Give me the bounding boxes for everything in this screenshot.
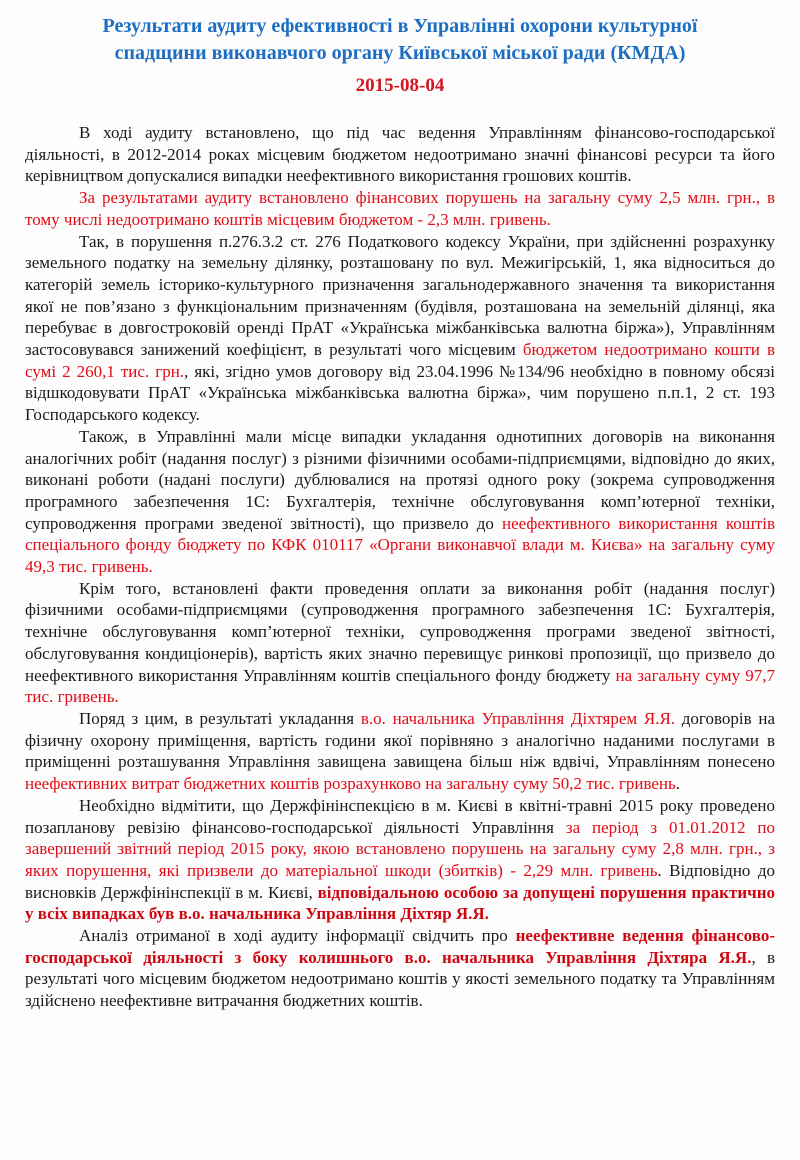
paragraph xyxy=(25,925,775,1012)
text-run: Також, в Управлінні мали місце випадки укладання однотипних договорів на виконання аналогічних робіт (надання послуг) з різними фізичними особами-підприємцями, відповідно до яких, виконані роботи (надані послуги) дублювалися на протязі одного року (зокрема супроводження програмного забезпечення 1С: Бухгалтерія, технічне обслуговування комп’ютерної техніки, супроводження програми зведеної звітності), що призвело до xyxy=(25,426,775,533)
text-run: на загальну суму 97,7 тис. гривень. xyxy=(25,665,775,707)
text-run: Так, в порушення п.276.3.2 ст. 276 Податкового кодексу України, при здійсненні розрахунку земельного податку на земельну ділянку, розташовану по вул. Межигірській, 1, яка відноситься до категорій земель історико-культурного призначення загальнодержавного значення та використання якої не пов’язано з функціональним призначенням (будівля, розташована на земельній ділянці, яка перебуває в довгостроковій оренді ПрАТ «Українська міжбанківська валютна біржа»), Управлінням застосовувався занижений коефіцієнт, в результаті чого місцевим xyxy=(25,231,775,360)
text-run: Необхідно відмітити, що Держфінінспекцією в м. Києві в квітні-травні 2015 року проведено позапланову ревізію фінансово-господарської діяльності Управління xyxy=(25,795,775,837)
text-run: неефективне ведення фінансово-господарської діяльності з боку колишнього в.о. начальника Управління Діхтяра Я.Я. xyxy=(25,926,775,967)
document-title: Результати аудиту ефективності в Управлінні охорони культурної спадщини виконавчого органу Київської міської ради (КМДА) xyxy=(102,15,698,64)
paragraph xyxy=(25,122,775,187)
document-body xyxy=(25,122,775,1012)
paragraph xyxy=(25,231,775,426)
text-run: . xyxy=(675,774,681,794)
text-run: бюджетом недоотримано кошти в сумі 2 260,1 тис. грн. xyxy=(25,340,775,381)
text-run: неефективного використання коштів спеціального фонду бюджету по КФК 010117 «Органи виконавчої влади м. Києва» на загальну суму 49,3 тис. гривень. xyxy=(25,513,775,577)
paragraph xyxy=(25,795,775,925)
text-run: в.о. начальника Управління Діхтярем Я.Я. xyxy=(360,708,676,728)
text-run: за період з 01.01.2012 по завершений звітний період 2015 року, якою встановлено порушень на загальну суму 2,8 млн. грн., з яких порушення, які призвели до матеріальної шкоди (збитків) - 2,29 млн. гривень xyxy=(25,817,775,880)
paragraph xyxy=(25,708,775,795)
paragraph xyxy=(25,578,775,708)
text-run: Крім того, встановлені факти проведення оплати за виконання робіт (надання послуг) фізичними особами-підприємцями (супроводження програмного забезпечення 1С: Бухгалтерія, технічне обслуговування комп’ютерної техніки, супроводження програми зведеної звітності, обслуговування кондиціонерів), вартість яких значно перевищує ринкові пропозиції, що призвело до неефективного використання Управлінням коштів спеціального фонду бюджету xyxy=(25,578,775,685)
text-run: . Відповідно до висновків Держфінінспекції в м. Києві, xyxy=(25,860,775,902)
text-run: В ході аудиту встановлено, що під час ведення Управлінням фінансово-господарської діяльності, в 2012-2014 роках місцевим бюджетом недоотримано значні фінансові ресурси та його керівництвом допускалися випадки неефективного використання грошових коштів. xyxy=(25,123,775,186)
text-run: Аналіз отриманої в ході аудиту інформації свідчить про xyxy=(79,926,516,946)
text-run: договорів на фізичну охорону приміщення, вартість години якої порівняно з аналогічно наданими послугами в приміщенні розташування Управління завищена завищена більш ніж вдвічі, Управлінням понесено xyxy=(25,708,775,772)
text-run: відповідальною особою за допущені порушення практично у всіх випадках був в.о. начальника Управління Діхтяр Я.Я. xyxy=(25,882,775,924)
text-run: Поряд з цим, в результаті укладання xyxy=(79,708,361,728)
paragraph xyxy=(25,187,775,230)
document-date: 2015-08-04 xyxy=(355,75,445,96)
text-run: неефективних витрат бюджетних коштів розрахунково на загальну суму 50,2 тис. гривень xyxy=(25,774,676,794)
text-run: , які, згідно умов договору від 23.04.1996 №134/96 необхідно в повному обсязі відшкодовувати ПрАТ «Українська міжбанківська валютна біржа», чим порушено п.п.1, 2 ст. 193 Господарського кодексу. xyxy=(25,361,775,425)
text-run: За результатами аудиту встановлено фінансових порушень на загальну суму 2,5 млн. грн., в тому числі недоотримано коштів місцевим бюджетом - 2,3 млн. гривень. xyxy=(25,188,775,229)
paragraph xyxy=(25,426,775,578)
text-run: , в результаті чого місцевим бюджетом недоотримано коштів у якості земельного податку та Управлінням здійснено неефективне витрачання бюджетних коштів. xyxy=(25,947,775,1011)
